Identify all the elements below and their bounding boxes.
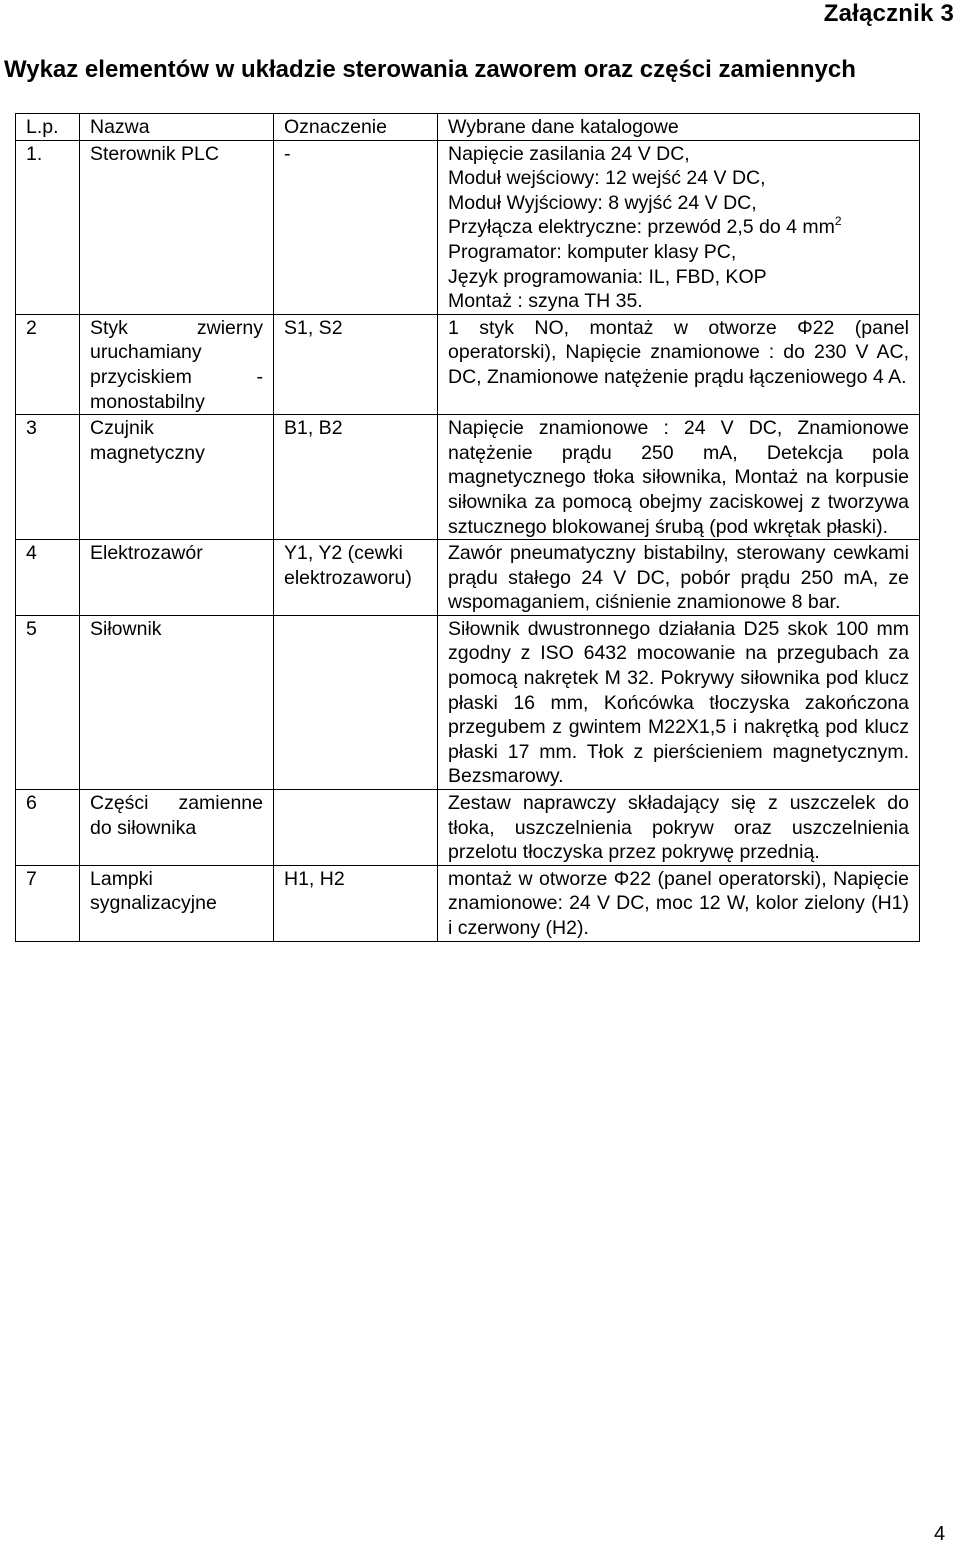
- cell-name: Elektrozawór: [80, 540, 274, 616]
- table-row: [16, 615, 920, 789]
- cell-name: Styk zwierny uruchamiany przyciskiem - monostabilny: [80, 314, 274, 414]
- page-number: 4: [934, 1523, 946, 1545]
- cell-designation: S1, S2: [274, 314, 438, 414]
- cell-lp: 1.: [16, 140, 80, 314]
- table-header-row: [16, 114, 920, 141]
- table-row: [16, 865, 920, 941]
- document-title: Wykaz elementów w układzie sterowania zaworem oraz części zamiennych: [4, 56, 856, 83]
- cell-designation: [274, 790, 438, 866]
- annex-label: Załącznik 3: [823, 0, 954, 27]
- cell-name: Sterownik PLC: [80, 140, 274, 314]
- catalog-line: Język programowania: IL, FBD, KOP: [448, 265, 767, 288]
- header-name: Nazwa: [80, 114, 274, 141]
- cell-designation: [274, 615, 438, 789]
- cell-designation: B1, B2: [274, 415, 438, 540]
- catalog-line: Moduł wejściowy: 12 wejść 24 V DC,: [448, 167, 766, 190]
- catalog-line: Montaż : szyna TH 35.: [448, 290, 643, 313]
- cell-name: Siłownik: [80, 615, 274, 789]
- catalog-line: Napięcie zasilania 24 V DC,: [448, 142, 690, 165]
- header-catalog-data: Wybrane dane katalogowe: [438, 114, 920, 141]
- catalog-line: Programator: komputer klasy PC,: [448, 240, 737, 263]
- cell-catalog-data: Siłownik dwustronnego działania D25 skok 100 mm zgodny z ISO 6432 mocowanie na przegubach za pomocą nakrętek M 32. Pokrywy siłownika pod klucz płaski 16 mm, Końcówka tłoczyska zakończona przegubem z gwintem M22X1,5 i nakrętką pod klucz płaski 17 mm. Tłok z pierścieniem magnetycznym. Bezsmarowy.: [438, 615, 920, 789]
- table-row: [16, 790, 920, 866]
- table-row: [16, 314, 920, 414]
- cell-designation: H1, H2: [274, 865, 438, 941]
- catalog-line: Przyłącza elektryczne: przewód 2,5 do 4 mm: [448, 216, 835, 239]
- cell-name: Części zamienne do siłownika: [80, 790, 274, 866]
- table-row: [16, 540, 920, 616]
- catalog-line: Moduł Wyjściowy: 8 wyjść 24 V DC,: [448, 191, 757, 214]
- table-row: [16, 140, 920, 314]
- catalog-line-with-superscript: [448, 215, 909, 240]
- header-designation: Oznaczenie: [274, 114, 438, 141]
- cell-lp: 5: [16, 615, 80, 789]
- table-row: [16, 415, 920, 540]
- cell-name: Czujnik magnetyczny: [80, 415, 274, 540]
- cell-catalog-data: [438, 140, 920, 314]
- cell-name: Lampki sygnalizacyjne: [80, 865, 274, 941]
- cell-lp: 3: [16, 415, 80, 540]
- cell-designation: -: [274, 140, 438, 314]
- cell-catalog-data: Napięcie znamionowe : 24 V DC, Znamionowe natężenie prądu 250 mA, Detekcja pola magnetycznego tłoka siłownika, Montaż na korpusie siłownika za pomocą obejmy zaciskowej z tworzywa sztucznego blokowanej śrubą (pod wkrętak płaski).: [438, 415, 920, 540]
- cell-catalog-data: 1 styk NO, montaż w otworze Φ22 (panel operatorski), Napięcie znamionowe : do 230 V AC, DC, Znamionowe natężenie prądu łączeniowego 4 A.: [438, 314, 920, 414]
- cell-catalog-data: Zawór pneumatyczny bistabilny, sterowany cewkami prądu stałego 24 V DC, pobór prądu 250 mA, ze wspomaganiem, ciśnienie znamionowe 8 bar.: [438, 540, 920, 616]
- cell-lp: 2: [16, 314, 80, 414]
- cell-catalog-data: montaż w otworze Φ22 (panel operatorski), Napięcie znamionowe: 24 V DC, moc 12 W, kolor zielony (H1) i czerwony (H2).: [438, 865, 920, 941]
- cell-designation: Y1, Y2 (cewki elektrozaworu): [274, 540, 438, 616]
- cell-lp: 4: [16, 540, 80, 616]
- superscript: 2: [834, 214, 842, 229]
- header-lp: L.p.: [16, 114, 80, 141]
- cell-lp: 7: [16, 865, 80, 941]
- cell-catalog-data: Zestaw naprawczy składający się z uszczelek do tłoka, uszczelnienia pokryw oraz uszczelnienia przelotu tłoczyska przez pokrywę przednią.: [438, 790, 920, 866]
- elements-table: [15, 113, 920, 942]
- cell-lp: 6: [16, 790, 80, 866]
